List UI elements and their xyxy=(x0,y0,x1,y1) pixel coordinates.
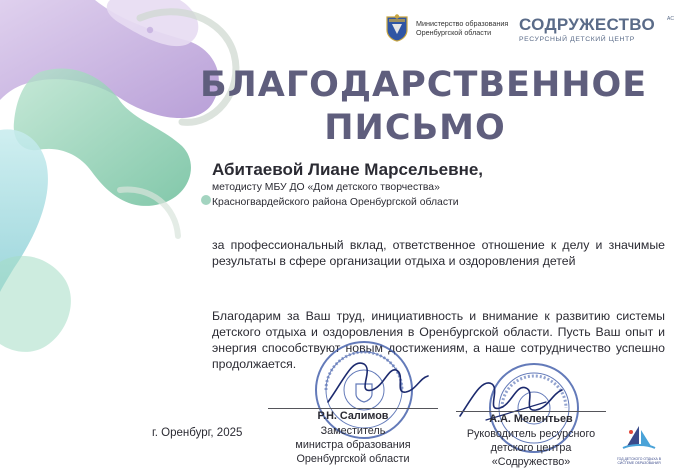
ministry-name xyxy=(416,19,512,37)
signer-1-role-line-3: Оренбургской области xyxy=(296,453,410,465)
small-circle-shape xyxy=(201,195,211,205)
recipient-name: Абитаевой Лиане Марсельевне, xyxy=(212,160,484,179)
signature-line-2 xyxy=(456,411,606,412)
city-date: г. Оренбург, 2025 xyxy=(152,427,243,439)
recipient-position xyxy=(212,180,512,210)
recipient-position-line-1: методисту МБУ ДО «Дом детского творчества» xyxy=(212,182,440,193)
small-circle-shape-2 xyxy=(147,27,153,33)
brand-logo xyxy=(519,15,674,43)
signer-2-role-line-3: «Содружество» xyxy=(491,456,571,468)
signer-2-name: А.А. Мелентьев xyxy=(489,413,573,425)
sail-logo-icon xyxy=(619,424,659,452)
recipient-position-line-2: Красногвардейского района Оренбургской области xyxy=(212,197,459,208)
document-title-line-1: БЛАГОДАРСТВЕННОЕ xyxy=(200,65,648,105)
coat-of-arms-icon xyxy=(384,14,410,42)
ministry-line-2: Оренбургской области xyxy=(416,28,492,37)
gratitude-wishes-paragraph: Благодарим за Ваш труд, инициативность и внимание к развитию системы детского отдыха и оздоровления в Оренбургской области. Пусть Ваш опыт и энергия способствуют новым достижениям, а наше сотрудничество успешно продолжается. xyxy=(212,309,665,371)
signer-2-role-line-2: детского центра xyxy=(490,442,572,454)
corner-logo-caption: ГОД ДЕТСКОГО ОТДЫХА В СИСТЕМЕ ОБРАЗОВАНИЯ xyxy=(617,457,661,465)
signer-1-role xyxy=(268,424,438,466)
gratitude-reason-paragraph: за профессиональный вклад, ответственное отношение к делу и значимые результаты в сфере организации отдыха и оздоровления детей xyxy=(212,238,665,268)
brand-name: СОДРУЖЕСТВО xyxy=(519,15,655,34)
children-rest-year-logo xyxy=(612,424,666,465)
document-title-line-2: ПИСЬМО xyxy=(324,108,506,148)
mint-lower-blob xyxy=(0,256,71,352)
ministry-line-1: Министерство образования xyxy=(416,19,509,28)
signer-2-role-line-1: Руководитель ресурсного xyxy=(466,428,596,440)
ministry-header xyxy=(384,14,512,42)
signature-1-autograph xyxy=(322,350,432,410)
signer-1-role-line-1: Заместитель xyxy=(320,425,386,437)
signer-1-role-line-2: министра образования xyxy=(295,439,411,451)
brand-subtitle: РЕСУРСНЫЙ ДЕТСКИЙ ЦЕНТР xyxy=(519,36,635,43)
brand-mark: AC xyxy=(667,16,674,22)
signature-line-1 xyxy=(268,408,438,409)
signer-2-role xyxy=(446,427,616,468)
signer-1-name: Р.Н. Салимов xyxy=(317,410,389,422)
